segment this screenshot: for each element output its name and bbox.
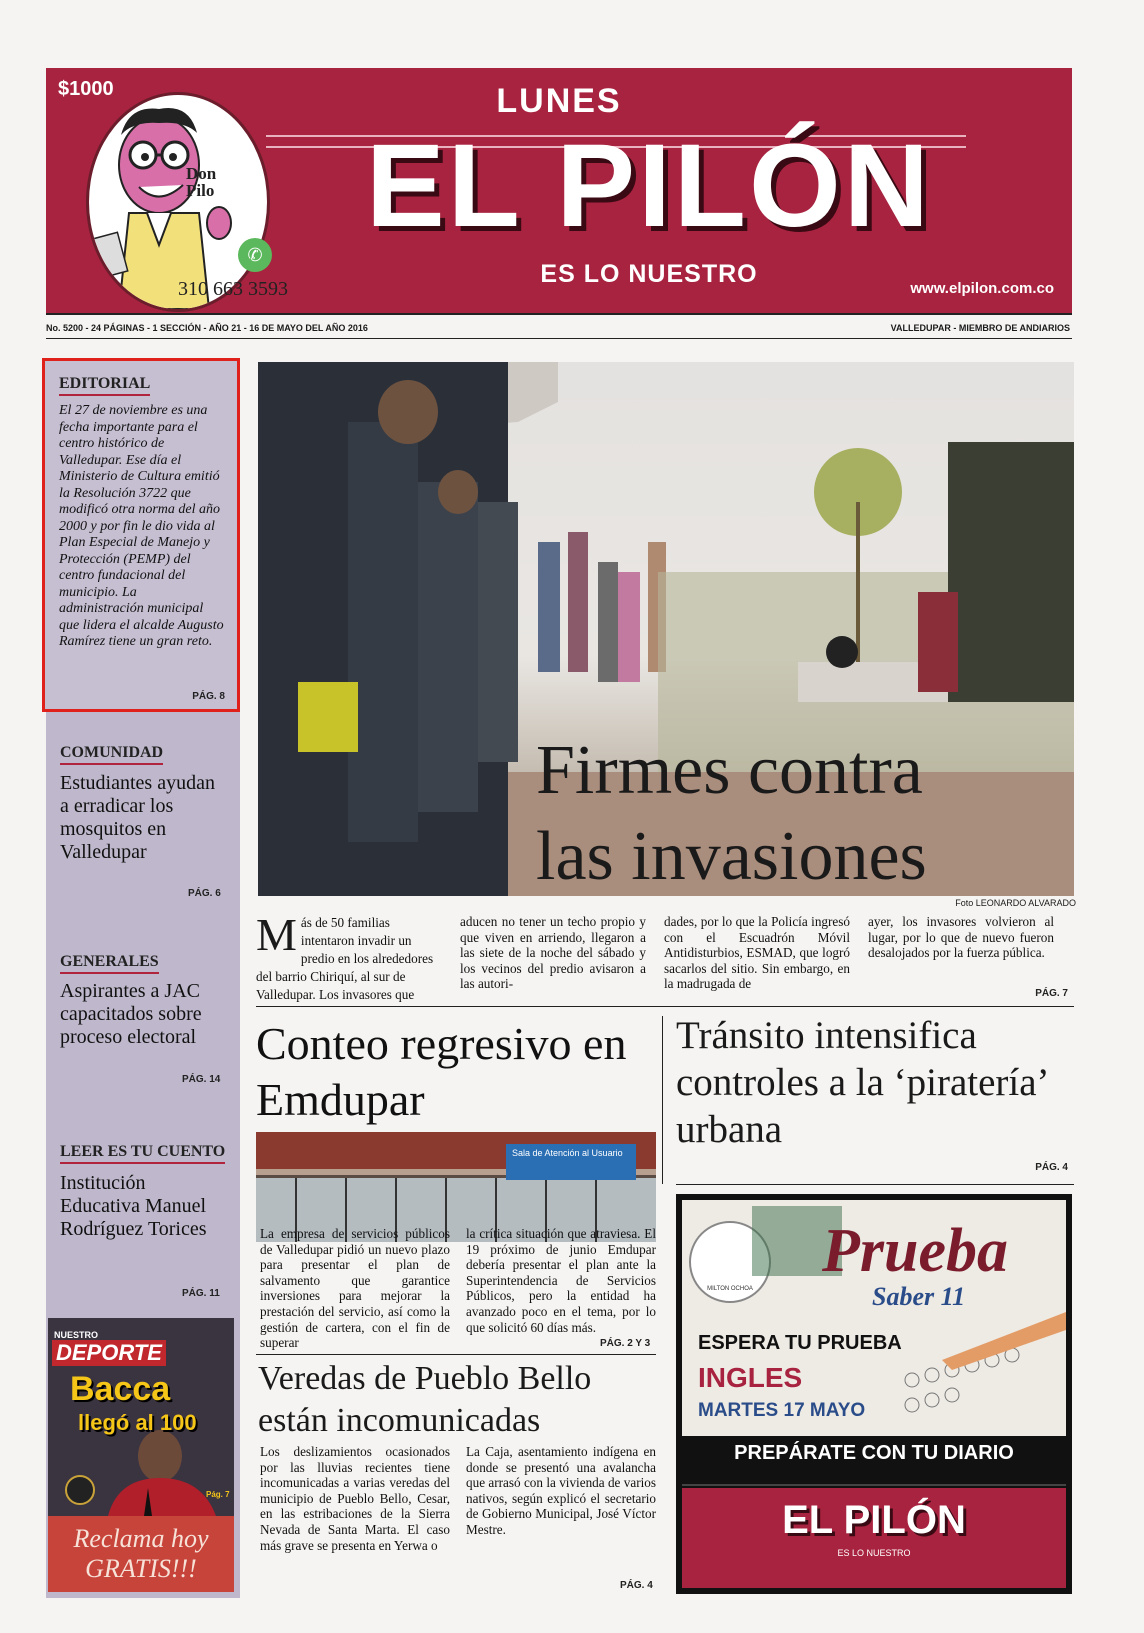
sports-promo[interactable] — [48, 1318, 234, 1592]
promo-text: Reclama hoy GRATIS!!! — [48, 1516, 234, 1592]
pueblo-bello-headline[interactable]: Veredas de Pueblo Bello están incomunicadas — [258, 1360, 592, 1439]
emdupar-headline[interactable]: Conteo regresivo en Emdupar — [256, 1018, 627, 1125]
page-reference: PÁG. 7 — [1035, 988, 1068, 999]
page-reference: PÁG. 2 Y 3 — [600, 1338, 651, 1349]
sidebar-item-comunidad[interactable] — [60, 744, 163, 765]
ad-panel — [682, 1200, 1066, 1436]
emdupar-column-1: La empresa de servicios públicos de Valledupar pidió un nuevo plazo para presentar el plan de salvamento que garantice inversiones para mejorar la prestación del servicio, así como la gestión de cartera, con el fin de superar — [260, 1226, 450, 1351]
page-reference: PÁG. 8 — [192, 691, 225, 702]
emdupar-sign: Sala de Atención al Usuario — [512, 1148, 623, 1158]
page-reference: PÁG. 6 — [188, 888, 221, 899]
ad-brand-panel — [682, 1498, 1066, 1588]
ad-logo-text: MILTON OCHOA — [707, 1286, 753, 1292]
drop-cap: M — [256, 909, 297, 960]
divider — [256, 1006, 1074, 1007]
weekday: LUNES — [496, 82, 622, 120]
newspaper-title: EL PILÓN — [365, 120, 932, 252]
ad-banner: PREPÁRATE CON TU DIARIO — [734, 1442, 1014, 1464]
page-reference: PÁG. 11 — [182, 1288, 220, 1299]
emdupar-column-2: la crítica situación que atraviesa. El 19 próximo de junio Emdupar debería presentar el plan ante la Superintendencia de Servicios Públicos, pero la entidad ha avanzado poco en el tema, por lo que solicitó 60 días más. — [466, 1226, 656, 1335]
phone-number: 310 663 3593 — [178, 278, 288, 300]
sidebar-item-generales[interactable] — [60, 953, 159, 974]
ad-line-2: INGLES — [698, 1362, 803, 1393]
divider — [682, 1484, 1066, 1486]
section-heading: GENERALES — [60, 953, 159, 974]
pueblo-bello-column-2: La Caja, asentamiento indígena en donde se presentó una avalancha que arrasó con la vivienda de varios nativos, según explicó el secretario de Gobierno Municipal, José Víctor Mestre. — [466, 1444, 656, 1537]
sports-section-label: DEPORTE — [52, 1340, 166, 1366]
ad-brand-title: EL PILÓN — [782, 1498, 966, 1542]
page-reference: PÁG. 14 — [182, 1074, 221, 1085]
prueba-saber-ad[interactable] — [676, 1194, 1072, 1594]
website-link[interactable]: www.elpilon.com.co — [910, 280, 1054, 297]
sports-subheadline: llegó al 100 — [78, 1410, 197, 1435]
page-reference: PÁG. 4 — [1035, 1162, 1068, 1173]
section-heading: COMUNIDAD — [60, 744, 163, 765]
sidebar-item-title[interactable]: Institución Educativa Manuel Rodríguez Torices — [60, 1172, 207, 1240]
whatsapp-icon: ✆ — [238, 238, 272, 272]
photo-credit: Foto LEONARDO ALVARADO — [955, 898, 1076, 908]
editorial-body: El 27 de noviembre es una fecha importante para el centro histórico de Valledupar. Ese día el Ministerio de Cultura emitió la Resolución 3722 que modificó otra norma del año 2000 y por fin le dio vida al Plan Especial de Manejo y Protección (PEMP) del centro fundacional del municipio. La administración municipal que lidera el alcalde Augusto Ramírez tiene un gran reto. — [59, 403, 224, 649]
lead-column-2: aducen no tener un techo propio y que viven en arriendo, llegaron a las siete de la noche del sábado y los vecinos del predio avisaron a las autori- — [460, 914, 646, 992]
sidebar-item-leer-es-tu-cuento[interactable] — [60, 1143, 225, 1164]
ad-subtitle: Saber 11 — [872, 1282, 966, 1311]
ad-title: Prueba — [822, 1217, 1008, 1285]
section-heading: LEER ES TU CUENTO — [60, 1143, 225, 1164]
headline-line: las invasiones — [536, 818, 927, 895]
column-divider — [662, 1016, 663, 1184]
location-info: VALLEDUPAR - MIEMBRO DE ANDIARIOS — [890, 323, 1070, 333]
lead-headline — [536, 728, 927, 900]
sidebar-item-title[interactable]: Aspirantes a JAC capacitados sobre proceso electoral — [60, 980, 202, 1048]
mascot-illustration-icon — [89, 95, 267, 309]
sidebar-item-title[interactable]: Estudiantes ayudan a erradicar los mosquitos en Valledupar — [60, 772, 215, 863]
lead-column-1 — [256, 909, 442, 1004]
page-reference: Pág. 7 — [206, 1490, 230, 1499]
slogan: ES LO NUESTRO — [540, 260, 758, 288]
editorial-heading: EDITORIAL — [59, 375, 150, 396]
editorial-box[interactable] — [42, 358, 240, 712]
price: $1000 — [58, 78, 114, 100]
issue-info: No. 5200 - 24 PÁGINAS - 1 SECCIÓN - AÑO 21 - 16 DE MAYO DEL AÑO 2016 — [46, 323, 368, 333]
headline-line: Firmes contra — [536, 732, 923, 809]
column-text: ás de 50 familias intentaron invadir un predio en los alrededores del barrio Chiriquí, al sur de Valledupar. Los invasores que — [256, 915, 434, 1002]
divider — [46, 313, 1072, 315]
mascot-name: Don Pilo — [186, 164, 217, 200]
page-reference: PÁG. 4 — [620, 1580, 653, 1591]
lead-column-4: ayer, los invasores volvieron al lugar, por lo que de nuevo fueron desalojados por la fuerza pública. — [868, 914, 1054, 961]
sports-tag: NUESTRO — [54, 1330, 99, 1340]
pueblo-bello-column-1: Los deslizamientos ocasionados por las lluvias recientes tiene incomunicadas a varias veredas del municipio de Pueblo Bello, Cesar, en las estribaciones de la Sierra Nevada de Santa Marta. El caso más grave se presenta en Yerwa o — [260, 1444, 450, 1553]
ad-brand-slogan: ES LO NUESTRO — [837, 1548, 911, 1558]
sports-headline: Bacca — [70, 1370, 171, 1408]
divider — [256, 1354, 656, 1355]
ad-line-3: MARTES 17 MAYO — [698, 1400, 866, 1421]
lead-column-3: dades, por lo que la Policía ingresó con el Escuadrón Móvil Antidisturbios, ESMAD, que logró sacarlos del sitio. Sin embargo, en la madrugada de — [664, 914, 850, 992]
divider — [676, 1184, 1074, 1185]
divider — [46, 338, 1072, 339]
ad-line-1: ESPERA TU PRUEBA — [698, 1332, 902, 1354]
transito-headline[interactable]: Tránsito intensifica controles a la ‘piratería’ urbana — [676, 1014, 1047, 1151]
